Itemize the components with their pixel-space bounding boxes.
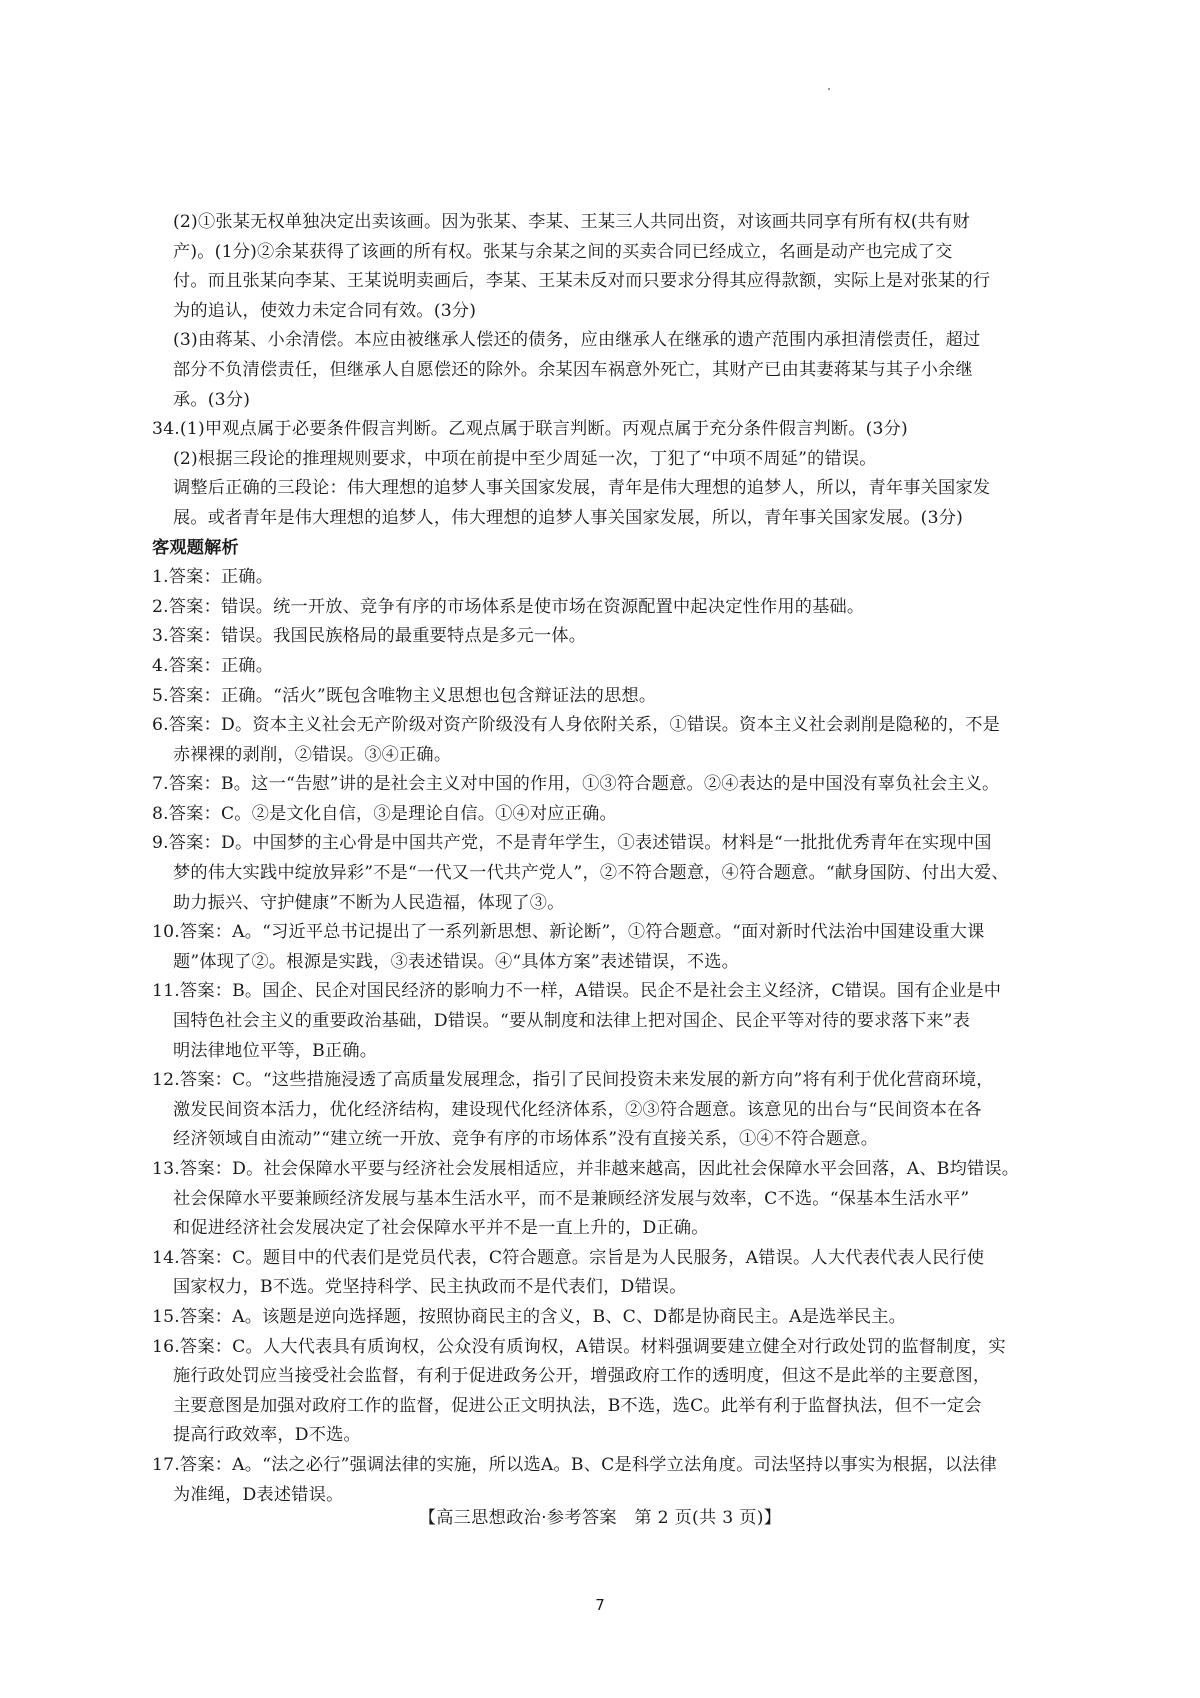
text-line: 16.答案：C。人大代表具有质询权，公众没有质询权，A错误。材料强调要建立健全对行政处罚的监督制度，实	[152, 1336, 1006, 1357]
text-line: 17.答案：A。“法之必行”强调法律的实施，所以选A。B、C是科学立法角度。司法坚持以事实为根据，以法律	[152, 1454, 997, 1475]
text-line: 10.答案：A。“习近平总书记提出了一系列新思想、新论断”，①符合题意。“面对新时代法治中国建设重大课	[152, 922, 985, 943]
text-line: 展。或者青年是伟大理想的追梦人，伟大理想的追梦人事关国家发展，所以，青年事关国家发展。(3分)	[173, 507, 964, 528]
text-line: 承。(3分)	[173, 389, 251, 410]
page-number: 7	[595, 1596, 605, 1614]
text-line: (2)根据三段论的推理规则要求，中项在前提中至少周延一次，丁犯了“中项不周延”的错误。	[173, 448, 877, 469]
text-line: 调整后正确的三段论：伟大理想的追梦人事关国家发展，青年是伟大理想的追梦人，所以，青年事关国家发	[173, 478, 991, 499]
text-line: (2)①张某无权单独决定出卖该画。因为张某、李某、王某三人共同出资，对该画共同享有所有权(共有财	[173, 212, 970, 232]
scan-speck	[828, 88, 830, 90]
text-line: 部分不负清偿责任，但继承人自愿偿还的除外。余某因车祸意外死亡，其财产已由其妻蒋某与其子小余继	[173, 359, 973, 380]
text-line: 3.答案：错误。我国民族格局的最重要特点是多元一体。	[152, 626, 587, 647]
page-footer: 【高三思想政治·参考答案 第 2 页(共 3 页)】	[418, 1508, 782, 1528]
text-line: 11.答案：B。国企、民企对国民经济的影响力不一样，A错误。民企不是社会主义经济，C错误。国有企业是中	[152, 981, 1002, 1002]
text-line: 社会保障水平要兼顾经济发展与基本生活水平，而不是兼顾经济发展与效率，C不选。“保基本生活水平”	[173, 1188, 970, 1209]
text-line: 题”体现了②。根源是实践，③表述错误。④“具体方案”表述错误，不选。	[173, 951, 739, 972]
text-line: 14.答案：C。题目中的代表们是党员代表，C符合题意。宗旨是为人民服务，A错误。人大代表代表人民行使	[152, 1247, 985, 1268]
text-line: 助力振兴、守护健康”不断为人民造福，体现了③。	[173, 892, 565, 913]
text-line: 7.答案：B。这一“告慰”讲的是社会主义对中国的作用，①③符合题意。②④表达的是中国没有辜负社会主义。	[152, 774, 1000, 795]
text-line: 经济领域自由流动”“建立统一开放、竞争有序的市场体系”没有直接关系，①④不符合题意。	[173, 1129, 879, 1150]
text-line: 国特色社会主义的重要政治基础，D错误。“要从制度和法律上把对国企、民企平等对待的要求落下来”表	[173, 1011, 971, 1032]
text-line: 施行政处罚应当接受社会监督，有利于促进政务公开，增强政府工作的透明度，但这不是此举的主要意图，	[173, 1366, 991, 1387]
text-line: (3)由蒋某、小余清偿。本应由被继承人偿还的债务，应由继承人在继承的遗产范围内承担清偿责任，超过	[173, 330, 981, 351]
text-line: 提高行政效率，D不选。	[173, 1425, 361, 1446]
text-line: 明法律地位平等，B正确。	[173, 1040, 378, 1061]
text-line: 产)。(1分)②余某获得了该画的所有权。张某与余某之间的买卖合同已经成立，名画是动产也完成了交	[173, 241, 953, 262]
text-line: 付。而且张某向李某、王某说明卖画后，李某、王某未反对而只要求分得其应得款额，实际上是对张某的行	[173, 271, 991, 292]
text-line: 12.答案：C。“这些措施浸透了高质量发展理念，指引了民间投资未来发展的新方向”将有利于优化营商环境，	[152, 1070, 994, 1091]
text-line: 5.答案：正确。“活火”既包含唯物主义思想也包含辩证法的思想。	[152, 685, 657, 706]
text-line: 2.答案：错误。统一开放、竞争有序的市场体系是使市场在资源配置中起决定性作用的基础。	[152, 596, 865, 617]
text-line: 1.答案：正确。	[152, 567, 274, 588]
text-line: 为的追认，使效力未定合同有效。(3分)	[173, 300, 477, 321]
text-line: 9.答案：D。中国梦的主心骨是中国共产党，不是青年学生，①表述错误。材料是“一批批优秀青年在实现中国	[152, 833, 992, 854]
text-line: 8.答案：C。②是文化自信，③是理论自信。①④对应正确。	[152, 803, 617, 824]
text-line: 34.(1)甲观点属于必要条件假言判断。乙观点属于联言判断。丙观点属于充分条件假言判断。(3分)	[152, 419, 908, 440]
text-line: 为准绳，D表述错误。	[173, 1484, 344, 1505]
answer-text-body	[152, 208, 1054, 1510]
text-line: 赤裸裸的剥削，②错误。③④正确。	[173, 744, 452, 765]
text-line: 13.答案：D。社会保障水平要与经济社会发展相适应，并非越来越高，因此社会保障水平会回落，A、B均错误。	[152, 1159, 1020, 1179]
text-line: 主要意图是加强对政府工作的监督，促进公正文明执法，B不选，选C。此举有利于监督执法，但不一定会	[173, 1395, 982, 1416]
text-line: 15.答案：A。该题是逆向选择题，按照协商民主的含义，B、C、D都是协商民主。A是选举民主。	[152, 1306, 907, 1327]
text-line: 4.答案：正确。	[152, 655, 274, 676]
text-line: 6.答案：D。资本主义社会无产阶级对资产阶级没有人身依附关系，①错误。资本主义社会剥削是隐秘的，不是	[152, 715, 1000, 736]
text-line: 激发民间资本活力，优化经济结构，建设现代化经济体系，②③符合题意。该意见的出台与“民间资本在各	[173, 1099, 982, 1120]
section-heading: 客观题解析	[152, 537, 239, 558]
text-line: 国家权力，B不选。党坚持科学、民主执政而不是代表们，D错误。	[173, 1277, 687, 1298]
text-line: 和促进经济社会发展决定了社会保障水平并不是一直上升的，D正确。	[173, 1218, 709, 1239]
text-line: 梦的伟大实践中绽放异彩”不是“一代又一代共产党人”，②不符合题意，④符合题意。“献身国防、付出大爱、	[173, 863, 1009, 884]
